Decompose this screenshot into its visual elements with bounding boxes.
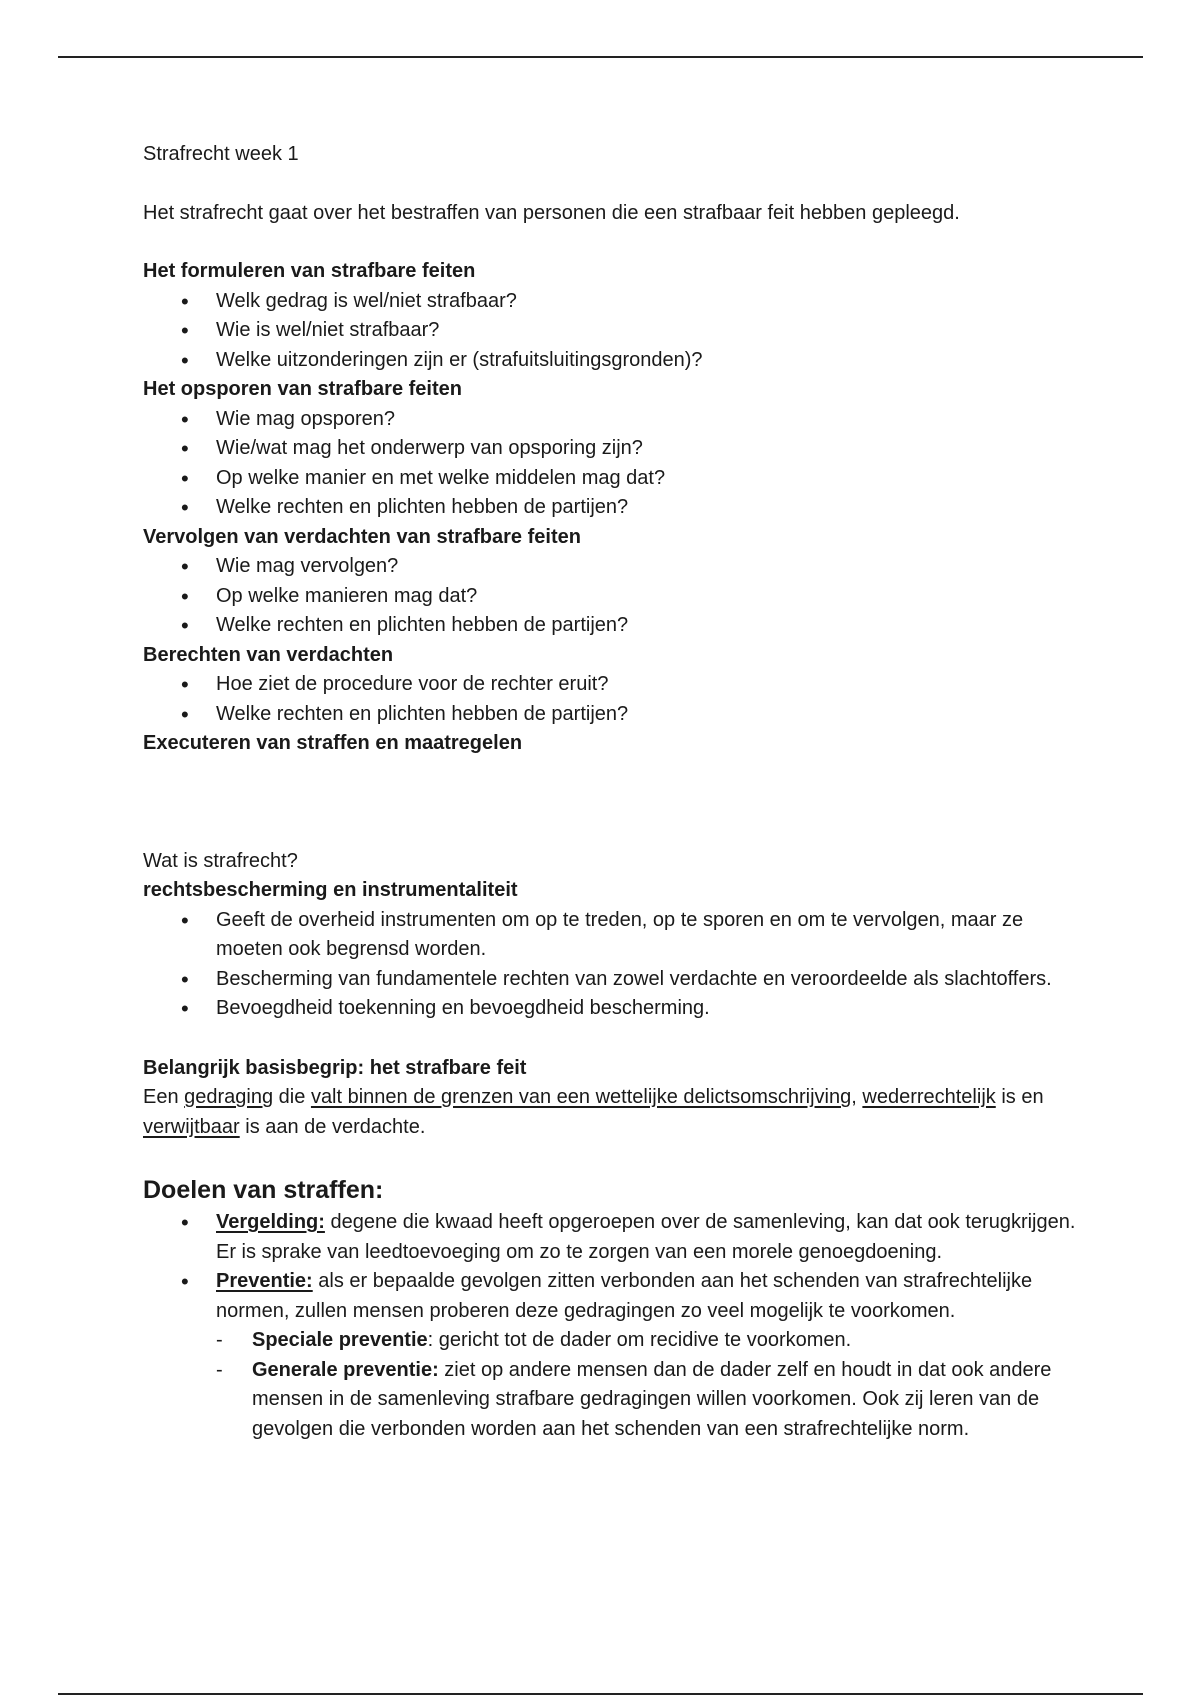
bullet-list — [143, 287, 1083, 376]
term-text: : gericht tot de dader om recidive te voorkomen. — [427, 1329, 852, 1351]
doelen-heading: Doelen van straffen: — [143, 1176, 384, 1204]
list-item: • Welke uitzonderingen zijn er (strafuitsluitingsgronden)? — [143, 346, 1083, 376]
section-heading: Berechten van verdachten — [143, 643, 394, 666]
list-item: • Wie/wat mag het onderwerp van opsporing zijn? — [143, 434, 1083, 464]
bullet-list — [143, 552, 1083, 641]
list-item: • Bescherming van fundamentele rechten van zowel verdachte en veroordeelde als slachtoffers. — [143, 965, 1083, 995]
section-heading: Het formuleren van strafbare feiten — [143, 260, 476, 282]
basis-definition — [143, 1083, 1083, 1142]
list-item: • Op welke manier en met welke middelen mag dat? — [143, 464, 1083, 494]
top-rule — [58, 56, 1143, 58]
underlined-term: wederrechtelijk — [862, 1086, 996, 1108]
list-item: • Welk gedrag is wel/niet strafbaar? — [143, 287, 1083, 317]
term-label: Vergelding: — [216, 1211, 325, 1233]
list-item — [143, 1267, 1083, 1444]
underlined-term: gedraging — [184, 1086, 274, 1108]
dash-list — [216, 1326, 1083, 1444]
underlined-term: valt binnen de grenzen van een wettelijke delictsomschrijving — [310, 1086, 852, 1108]
list-item — [143, 1208, 1083, 1267]
bullet-list — [143, 670, 1083, 729]
list-item: • Op welke manieren mag dat? — [143, 582, 1083, 612]
section-heading: Vervolgen van verdachten van strafbare feiten — [143, 525, 581, 548]
term-label: Preventie: — [216, 1270, 313, 1292]
list-item: • Geeft de overheid instrumenten om op te treden, op te sporen en om te vervolgen, maar ze moeten ook begrensd worden. — [143, 906, 1083, 965]
section-heading: Executeren van straffen en maatregelen — [143, 732, 523, 754]
text-run: is aan de verdachte. — [239, 1115, 426, 1138]
term-text: als er bepaalde gevolgen zitten verbonden aan het schenden van strafrechtelijke normen, zullen mensen proberen deze gedragingen zo veel mogelijk te voorkomen. — [216, 1270, 1033, 1322]
document-body — [143, 140, 1083, 1444]
bottom-rule — [58, 1693, 1143, 1695]
list-item: • Wie is wel/niet strafbaar? — [143, 316, 1083, 346]
list-item: • Wie mag vervolgen? — [143, 552, 1083, 582]
term-label: Speciale preventie — [252, 1329, 428, 1351]
list-item: • Welke rechten en plichten hebben de partijen? — [143, 611, 1083, 641]
basis-heading: Belangrijk basisbegrip: het strafbare feit — [143, 1056, 527, 1079]
term-label: Generale preventie: — [252, 1358, 439, 1381]
text-run: , — [851, 1086, 863, 1108]
list-item: • Welke rechten en plichten hebben de partijen? — [143, 493, 1083, 523]
what-is-section — [143, 847, 1083, 1024]
text-run: is en — [995, 1086, 1044, 1108]
what-is-question: Wat is strafrecht? — [143, 849, 298, 872]
underlined-term: verwijtbaar — [143, 1115, 240, 1138]
basis-section — [143, 1054, 1083, 1143]
list-item: • Bevoegdheid toekenning en bevoegdheid bescherming. — [143, 994, 1083, 1024]
text-run: die — [273, 1086, 311, 1108]
text-run: Een — [143, 1086, 185, 1108]
term-text: ziet op andere mensen dan de dader zelf en houdt in dat ook andere mensen in de samenleving strafbare gedragingen willen voorkomen. Ook zij leren van de gevolgen die verbonden worden aan het schenden van een strafrechtelijke norm. — [252, 1358, 1052, 1440]
intro-paragraph: Het strafrecht gaat over het bestraffen van personen die een strafbaar feit hebben gepleegd. — [143, 201, 960, 224]
dash-item — [216, 1326, 1083, 1356]
dash-item — [216, 1356, 1083, 1445]
doelen-section — [143, 1172, 1083, 1444]
process-sections — [143, 257, 1083, 759]
what-is-heading: rechtsbescherming en instrumentaliteit — [143, 879, 518, 901]
list-item: • Hoe ziet de procedure voor de rechter eruit? — [143, 670, 1083, 700]
section-heading: Het opsporen van strafbare feiten — [143, 378, 462, 400]
list-item: • Welke rechten en plichten hebben de partijen? — [143, 700, 1083, 730]
list-item: • Wie mag opsporen? — [143, 405, 1083, 435]
bullet-list — [143, 906, 1083, 1024]
bullet-list — [143, 405, 1083, 523]
term-text: degene die kwaad heeft opgeroepen over de samenleving, kan dat ook terugkrijgen. Er is sprake van leedtoevoeging om zo te zorgen van een morele genoegdoening. — [216, 1211, 1076, 1263]
document-title: Strafrecht week 1 — [143, 143, 299, 165]
bullet-list — [143, 1208, 1083, 1444]
